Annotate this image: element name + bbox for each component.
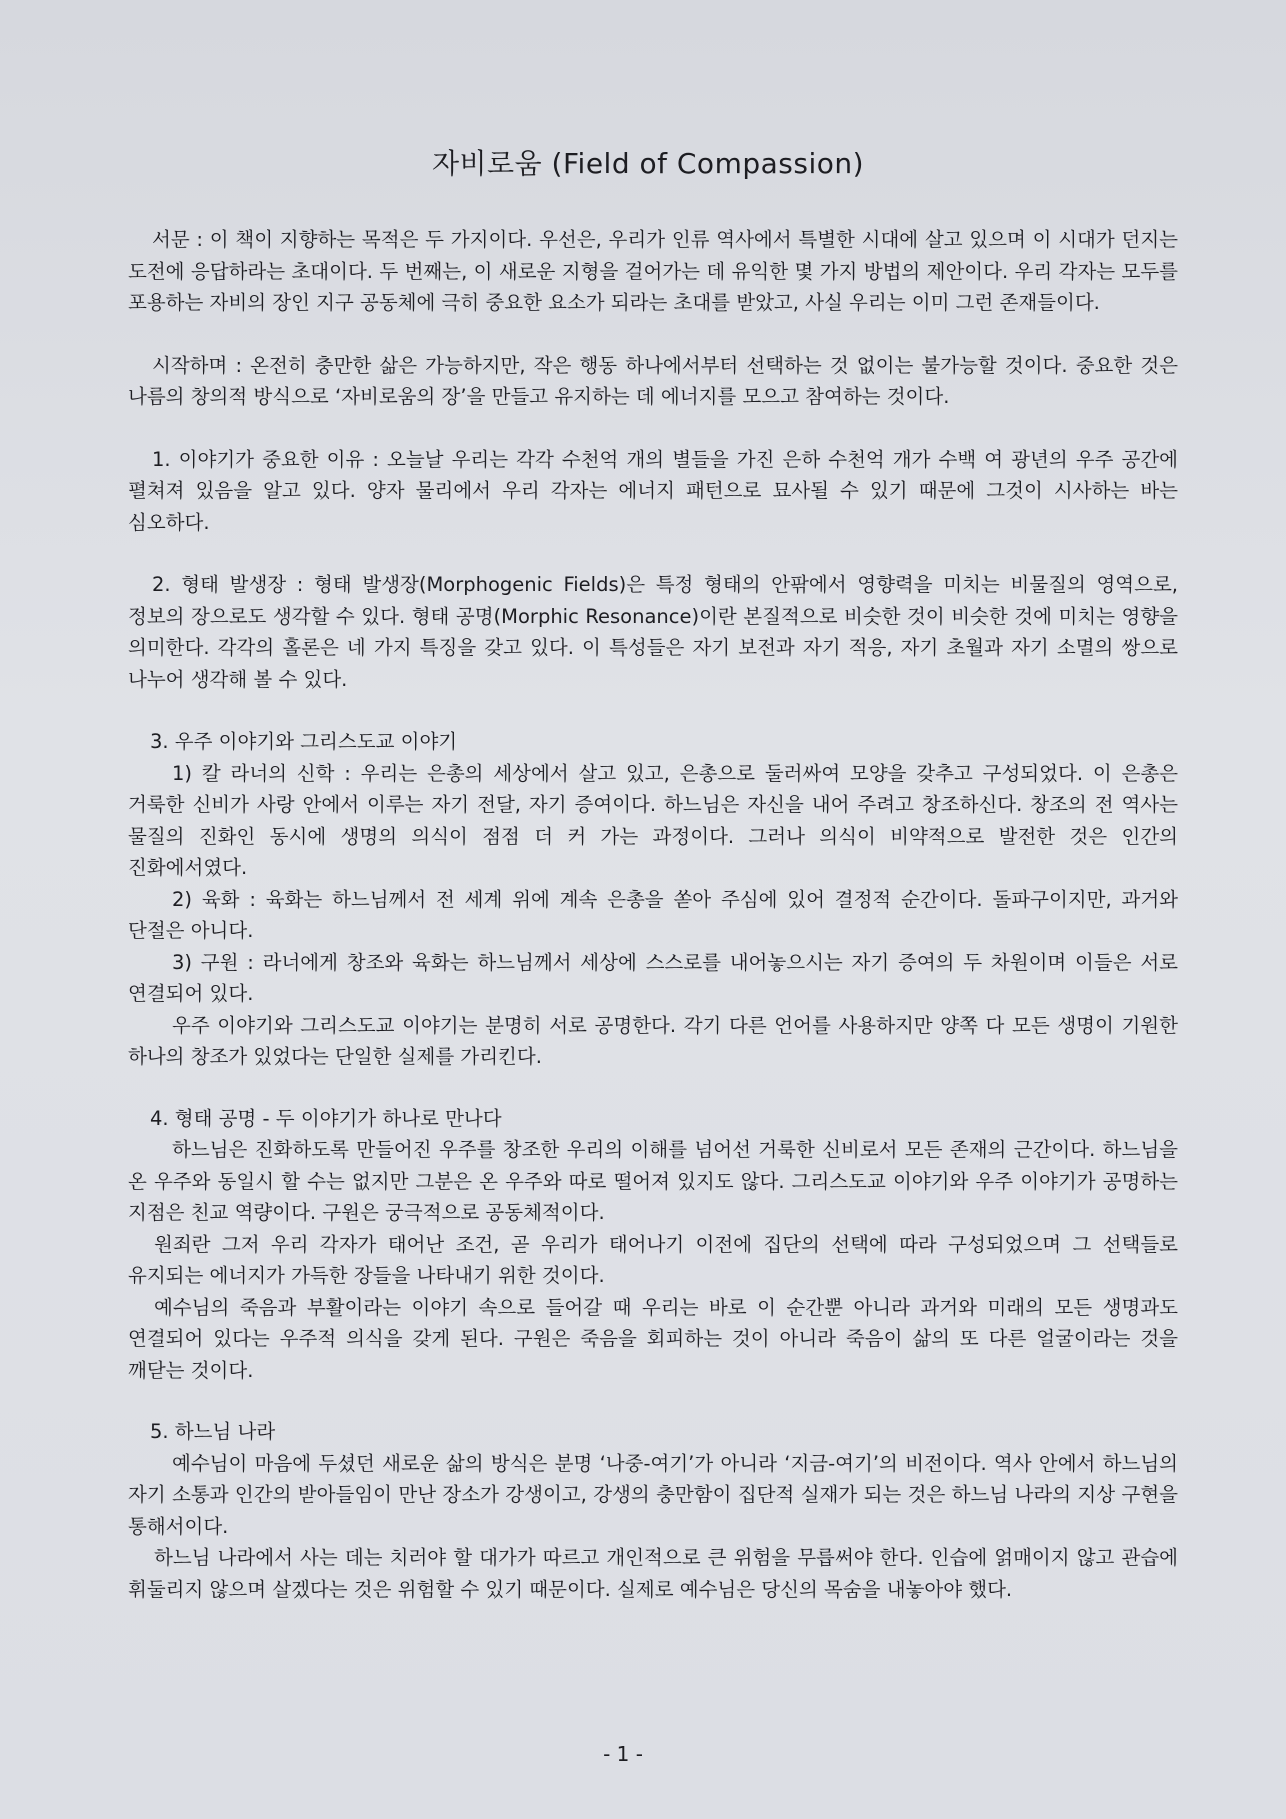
section-4-paragraph-3: 예수님의 죽음과 부활이라는 이야기 속으로 들어갈 때 우리는 바로 이 순간뿐 아니라 과거와 미래의 모든 생명과도 연결되어 있다는 우주적 의식을 갖게 된다. 구원은 죽음을 회피하는 것이 아니라 죽음이 삶의 또 다른 얼굴이라는 것을 깨닫는 것이다.: [128, 1295, 1178, 1382]
section-3-heading: 3. 우주 이야기와 그리스도교 이야기: [150, 730, 458, 753]
section-5-paragraph-2: 하느님 나라에서 사는 데는 치러야 할 대가가 따르고 개인적으로 큰 위험을 무릅써야 한다. 인습에 얽매이지 않고 관습에 휘둘리지 않으며 살겠다는 것은 위험할 수 있기 때문이다. 실제로 예수님은 당신의 목숨을 내놓아야 했다.: [128, 1546, 1178, 1601]
section-4-paragraph-2: 원죄란 그저 우리 각자가 태어난 조건, 곧 우리가 태어나기 이전에 집단의 선택에 따라 구성되었으며 그 선택들로 유지되는 에너지가 가득한 장들을 나타내기 위한 것이다.: [128, 1232, 1178, 1287]
section-1-paragraph: 1. 이야기가 중요한 이유 : 오늘날 우리는 각각 수천억 개의 별들을 가진 은하 수천억 개가 수백 여 광년의 우주 공간에 펼쳐져 있음을 알고 있다. 양자 물리에서 우리 각자는 에너지 패턴으로 묘사될 수 있기 때문에 그것이 시사하는 바는 심오하다.: [128, 447, 1178, 534]
section-3-item-3: 3) 구원 : 라너에게 창조와 육화는 하느님께서 세상에 스스로를 내어놓으시는 자기 증여의 두 차원이며 이들은 서로 연결되어 있다.: [128, 950, 1178, 1005]
section-3-conclusion: 우주 이야기와 그리스도교 이야기는 분명히 서로 공명한다. 각기 다른 언어를 사용하지만 양쪽 다 모든 생명이 기원한 하나의 창조가 있었다는 단일한 실제를 가리킨다.: [128, 1013, 1178, 1068]
section-3-item-2: 2) 육화 : 육화는 하느님께서 전 세계 위에 계속 은총을 쏟아 주심에 있어 결정적 순간이다. 돌파구이지만, 과거와 단절은 아니다.: [128, 887, 1178, 942]
section-4-heading: 4. 형태 공명 - 두 이야기가 하나로 만나다: [150, 1106, 502, 1130]
section-3-item-1: 1) 칼 라너의 신학 : 우리는 은총의 세상에서 살고 있고, 은총으로 둘러싸여 모양을 갖추고 구성되었다. 이 은총은 거룩한 신비가 사랑 안에서 이루는 자기 전달, 자기 증여이다. 하느님은 자신을 내어 주려고 창조하신다. 창조의 전 역사는 물질의 진화인 동시에 생명의 의식이 점점 더 커 가는 과정이다. 그러나 의식이 비약적으로 발전한 것은 인간의 진화에서였다.: [128, 761, 1178, 879]
intro-paragraph: 서문 : 이 책이 지향하는 목적은 두 가지이다. 우선은, 우리가 인류 역사에서 특별한 시대에 살고 있으며 이 시대가 던지는 도전에 응답하라는 초대이다. 두 번째는, 이 새로운 지형을 걸어가는 데 유익한 몇 가지 방법의 제안이다. 우리 각자는 모두를 포용하는 자비의 장인 지구 공동체에 극히 중요한 요소가 되라는 초대를 받았고, 사실 우리는 이미 그런 존재들이다.: [128, 228, 1178, 314]
page-number: - 1 -: [603, 1742, 643, 1766]
section-5-paragraph-1: 예수님이 마음에 두셨던 새로운 삶의 방식은 분명 ‘나중-여기’가 아니라 ‘지금-여기’의 비전이다. 역사 안에서 하느님의 자기 소통과 인간의 받아들임이 만난 장소가 강생이고, 강생의 충만함이 집단적 실재가 되는 것은 하느님 나라의 지상 구현을 통해서이다.: [128, 1451, 1178, 1538]
beginning-paragraph: 시작하며 : 온전히 충만한 삶은 가능하지만, 작은 행동 하나에서부터 선택하는 것 없이는 불가능할 것이다. 중요한 것은 나름의 창의적 방식으로 ‘자비로움의 장’을 만들고 유지하는 데 에너지를 모으고 참여하는 것이다.: [128, 353, 1178, 408]
section-5-heading: 5. 하느님 나라: [150, 1420, 276, 1443]
page-title: 자비로움 (Field of Compassion): [431, 147, 865, 180]
section-2-paragraph: 2. 형태 발생장 : 형태 발생장(Morphogenic Fields)은 특정 형태의 안팎에서 영향력을 미치는 비물질의 영역으로, 정보의 장으로도 생각할 수 있다. 형태 공명(Morphic Resonance)이란 본질적으로 비슷한 것이 비슷한 것에 미치는 영향을 의미한다. 각각의 홀론은 네 가지 특징을 갖고 있다. 이 특성들은 자기 보전과 자기 적응, 자기 초월과 자기 소멸의 쌍으로 나누어 생각해 볼 수 있다.: [128, 573, 1178, 691]
section-4-paragraph-1: 하느님은 진화하도록 만들어진 우주를 창조한 우리의 이해를 넘어선 거룩한 신비로서 모든 존재의 근간이다. 하느님을 온 우주와 동일시 할 수는 없지만 그분은 온 우주와 따로 떨어져 있지도 않다. 그리스도교 이야기와 우주 이야기가 공명하는 지점은 친교 역량이다. 구원은 궁극적으로 공동체적이다.: [128, 1138, 1178, 1224]
